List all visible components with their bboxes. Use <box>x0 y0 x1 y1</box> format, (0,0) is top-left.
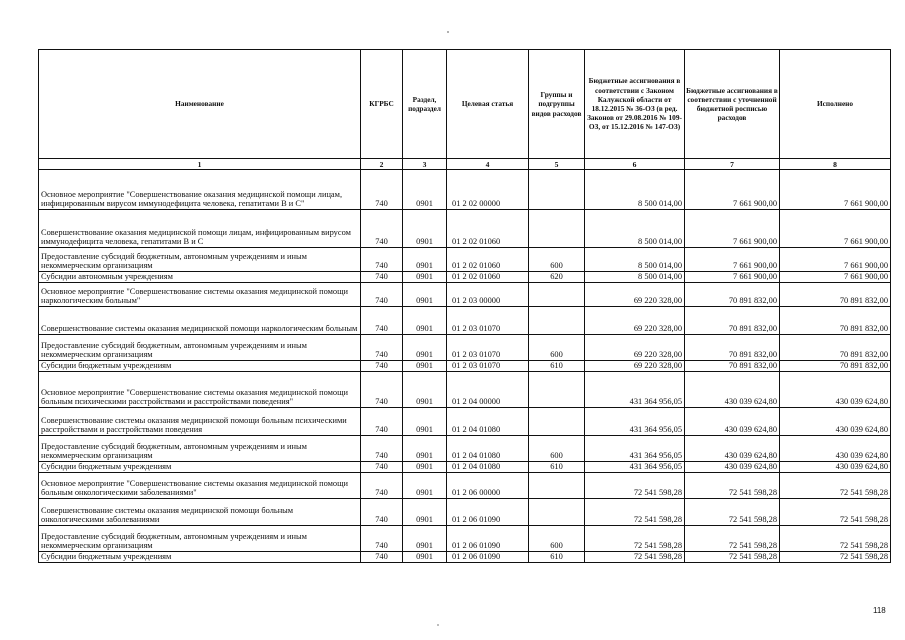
table-row <box>39 248 891 272</box>
row-gruppa: 610 <box>529 361 585 372</box>
row-gruppa: 600 <box>529 436 585 462</box>
row-name: Основное мероприятие "Совершенствование системы оказания медицинской помощи наркологическим больным" <box>39 283 361 307</box>
row-budget-plan: 72 541 598,28 <box>685 499 780 526</box>
row-ispolneno: 7 661 900,00 <box>780 248 891 272</box>
header-budget-law: Бюджетные ассигнования в соответствии с Законом Калужской области от 18.12.2015 № 36-ОЗ (в ред. Законов от 29.08.2016 № 109-ОЗ, от 15.12.2016 № 147-ОЗ) <box>585 50 685 159</box>
table-row <box>39 552 891 563</box>
row-razdel: 0901 <box>403 248 447 272</box>
row-name: Основное мероприятие "Совершенствование системы оказания медицинской помощи больным психическими расстройствами и расстройствами поведения" <box>39 372 361 408</box>
column-number: 2 <box>361 159 403 170</box>
row-name: Предоставление субсидий бюджетным, автономным учреждениям и иным некоммерческим организациям <box>39 335 361 361</box>
row-budget-law: 8 500 014,00 <box>585 248 685 272</box>
row-kgrbs: 740 <box>361 272 403 283</box>
row-ispolneno: 430 039 624,80 <box>780 462 891 473</box>
row-kgrbs: 740 <box>361 335 403 361</box>
row-gruppa <box>529 307 585 335</box>
row-razdel: 0901 <box>403 499 447 526</box>
row-name: Субсидии бюджетным учреждениям <box>39 552 361 563</box>
row-tselevaya: 01 2 02 01060 <box>447 248 529 272</box>
row-tselevaya: 01 2 04 01080 <box>447 462 529 473</box>
row-razdel: 0901 <box>403 408 447 436</box>
row-tselevaya: 01 2 03 01070 <box>447 361 529 372</box>
row-budget-plan: 70 891 832,00 <box>685 307 780 335</box>
row-budget-plan: 7 661 900,00 <box>685 170 780 210</box>
row-razdel: 0901 <box>403 335 447 361</box>
table-row <box>39 372 891 408</box>
page-number: 118 <box>873 606 886 615</box>
row-kgrbs: 740 <box>361 307 403 335</box>
row-name: Предоставление субсидий бюджетным, автономным учреждениям и иным некоммерческим организациям <box>39 526 361 552</box>
row-tselevaya: 01 2 03 01070 <box>447 307 529 335</box>
row-ispolneno: 430 039 624,80 <box>780 372 891 408</box>
row-razdel: 0901 <box>403 307 447 335</box>
header-kgrbs: КГРБС <box>361 50 403 159</box>
row-ispolneno: 72 541 598,28 <box>780 473 891 499</box>
row-gruppa <box>529 408 585 436</box>
row-ispolneno: 7 661 900,00 <box>780 272 891 283</box>
row-tselevaya: 01 2 06 01090 <box>447 526 529 552</box>
row-budget-law: 431 364 956,05 <box>585 436 685 462</box>
row-ispolneno: 72 541 598,28 <box>780 526 891 552</box>
table-row <box>39 335 891 361</box>
row-ispolneno: 72 541 598,28 <box>780 499 891 526</box>
row-tselevaya: 01 2 06 00000 <box>447 473 529 499</box>
row-name: Предоставление субсидий бюджетным, автономным учреждениям и иным некоммерческим организациям <box>39 248 361 272</box>
row-tselevaya: 01 2 06 01090 <box>447 552 529 563</box>
row-razdel: 0901 <box>403 462 447 473</box>
row-tselevaya: 01 2 02 01060 <box>447 272 529 283</box>
row-budget-law: 72 541 598,28 <box>585 499 685 526</box>
row-budget-plan: 72 541 598,28 <box>685 526 780 552</box>
row-ispolneno: 430 039 624,80 <box>780 436 891 462</box>
header-name: Наименование <box>39 50 361 159</box>
table-row <box>39 408 891 436</box>
row-kgrbs: 740 <box>361 462 403 473</box>
scan-speck-top <box>447 31 449 33</box>
row-budget-plan: 70 891 832,00 <box>685 335 780 361</box>
row-name: Основное мероприятие "Совершенствование оказания медицинской помощи лицам, инфицированным вирусом иммунодефицита человека, гепатитами В и С" <box>39 170 361 210</box>
row-razdel: 0901 <box>403 283 447 307</box>
row-budget-law: 8 500 014,00 <box>585 210 685 248</box>
row-razdel: 0901 <box>403 170 447 210</box>
row-budget-law: 69 220 328,00 <box>585 307 685 335</box>
row-kgrbs: 740 <box>361 283 403 307</box>
table-row <box>39 170 891 210</box>
row-gruppa: 600 <box>529 526 585 552</box>
row-name: Совершенствование системы оказания медицинской помощи больным онкологическими заболеваниями <box>39 499 361 526</box>
row-budget-plan: 70 891 832,00 <box>685 361 780 372</box>
row-budget-plan: 72 541 598,28 <box>685 473 780 499</box>
row-gruppa <box>529 473 585 499</box>
budget-table-sheet <box>38 49 890 563</box>
row-name: Предоставление субсидий бюджетным, автономным учреждениям и иным некоммерческим организациям <box>39 436 361 462</box>
table-row <box>39 272 891 283</box>
column-number: 8 <box>780 159 891 170</box>
header-tselevaya: Целевая статья <box>447 50 529 159</box>
header-gruppy: Группы и подгруппы видов расходов <box>529 50 585 159</box>
row-razdel: 0901 <box>403 372 447 408</box>
row-ispolneno: 430 039 624,80 <box>780 408 891 436</box>
table-row <box>39 307 891 335</box>
column-number: 1 <box>39 159 361 170</box>
table-row <box>39 283 891 307</box>
row-ispolneno: 70 891 832,00 <box>780 307 891 335</box>
row-budget-law: 72 541 598,28 <box>585 552 685 563</box>
row-name: Совершенствование системы оказания медицинской помощи наркологическим больным <box>39 307 361 335</box>
table-header-row <box>39 50 891 159</box>
column-number: 7 <box>685 159 780 170</box>
row-gruppa: 600 <box>529 248 585 272</box>
row-name: Субсидии автономным учреждениям <box>39 272 361 283</box>
column-number-row <box>39 159 891 170</box>
row-kgrbs: 740 <box>361 526 403 552</box>
row-budget-plan: 72 541 598,28 <box>685 552 780 563</box>
table-row <box>39 436 891 462</box>
table-row <box>39 210 891 248</box>
row-razdel: 0901 <box>403 436 447 462</box>
row-budget-plan: 430 039 624,80 <box>685 408 780 436</box>
table-row <box>39 462 891 473</box>
row-gruppa <box>529 372 585 408</box>
row-kgrbs: 740 <box>361 436 403 462</box>
row-razdel: 0901 <box>403 552 447 563</box>
row-budget-plan: 430 039 624,80 <box>685 436 780 462</box>
header-budget-plan: Бюджетные ассигнования в соответствии с уточненной бюджетной росписью расходов <box>685 50 780 159</box>
row-budget-plan: 7 661 900,00 <box>685 248 780 272</box>
row-tselevaya: 01 2 02 00000 <box>447 170 529 210</box>
row-budget-law: 431 364 956,05 <box>585 372 685 408</box>
row-kgrbs: 740 <box>361 210 403 248</box>
row-tselevaya: 01 2 02 01060 <box>447 210 529 248</box>
row-budget-plan: 7 661 900,00 <box>685 272 780 283</box>
row-budget-law: 8 500 014,00 <box>585 272 685 283</box>
row-budget-law: 72 541 598,28 <box>585 526 685 552</box>
row-ispolneno: 70 891 832,00 <box>780 361 891 372</box>
row-name: Субсидии бюджетным учреждениям <box>39 462 361 473</box>
row-tselevaya: 01 2 04 01080 <box>447 408 529 436</box>
row-kgrbs: 740 <box>361 170 403 210</box>
row-tselevaya: 01 2 04 00000 <box>447 372 529 408</box>
row-ispolneno: 72 541 598,28 <box>780 552 891 563</box>
row-tselevaya: 01 2 03 01070 <box>447 335 529 361</box>
row-budget-plan: 430 039 624,80 <box>685 462 780 473</box>
row-budget-law: 69 220 328,00 <box>585 361 685 372</box>
table-row <box>39 499 891 526</box>
row-name: Совершенствование системы оказания медицинской помощи больным психическими расстройствами и расстройствами поведения <box>39 408 361 436</box>
row-budget-plan: 7 661 900,00 <box>685 210 780 248</box>
row-razdel: 0901 <box>403 526 447 552</box>
column-number: 5 <box>529 159 585 170</box>
row-budget-law: 431 364 956,05 <box>585 462 685 473</box>
row-budget-law: 69 220 328,00 <box>585 283 685 307</box>
row-gruppa: 620 <box>529 272 585 283</box>
row-ispolneno: 7 661 900,00 <box>780 210 891 248</box>
row-razdel: 0901 <box>403 272 447 283</box>
row-tselevaya: 01 2 03 00000 <box>447 283 529 307</box>
row-ispolneno: 70 891 832,00 <box>780 335 891 361</box>
row-gruppa <box>529 210 585 248</box>
row-budget-law: 72 541 598,28 <box>585 473 685 499</box>
row-budget-law: 431 364 956,05 <box>585 408 685 436</box>
row-gruppa: 610 <box>529 462 585 473</box>
row-kgrbs: 740 <box>361 372 403 408</box>
column-number: 3 <box>403 159 447 170</box>
header-ispolneno: Исполнено <box>780 50 891 159</box>
row-budget-law: 8 500 014,00 <box>585 170 685 210</box>
row-budget-law: 69 220 328,00 <box>585 335 685 361</box>
row-kgrbs: 740 <box>361 552 403 563</box>
row-kgrbs: 740 <box>361 248 403 272</box>
table-row <box>39 473 891 499</box>
row-razdel: 0901 <box>403 473 447 499</box>
row-kgrbs: 740 <box>361 473 403 499</box>
row-gruppa <box>529 499 585 526</box>
row-budget-plan: 70 891 832,00 <box>685 283 780 307</box>
row-gruppa: 610 <box>529 552 585 563</box>
row-razdel: 0901 <box>403 210 447 248</box>
column-number: 4 <box>447 159 529 170</box>
row-razdel: 0901 <box>403 361 447 372</box>
row-kgrbs: 740 <box>361 408 403 436</box>
budget-table <box>38 49 891 563</box>
row-gruppa: 600 <box>529 335 585 361</box>
column-number: 6 <box>585 159 685 170</box>
table-row <box>39 526 891 552</box>
row-name: Субсидии бюджетным учреждениям <box>39 361 361 372</box>
row-kgrbs: 740 <box>361 361 403 372</box>
header-razdel: Раздел, подраздел <box>403 50 447 159</box>
row-kgrbs: 740 <box>361 499 403 526</box>
row-ispolneno: 70 891 832,00 <box>780 283 891 307</box>
row-gruppa <box>529 170 585 210</box>
row-tselevaya: 01 2 04 01080 <box>447 436 529 462</box>
scan-speck-bottom <box>437 624 439 626</box>
row-name: Основное мероприятие "Совершенствование системы оказания медицинской помощи больным онкологическими заболеваниями" <box>39 473 361 499</box>
row-gruppa <box>529 283 585 307</box>
row-tselevaya: 01 2 06 01090 <box>447 499 529 526</box>
row-ispolneno: 7 661 900,00 <box>780 170 891 210</box>
row-budget-plan: 430 039 624,80 <box>685 372 780 408</box>
row-name: Совершенствование оказания медицинской помощи лицам, инфицированным вирусом иммунодефицита человека, гепатитами В и С <box>39 210 361 248</box>
table-row <box>39 361 891 372</box>
